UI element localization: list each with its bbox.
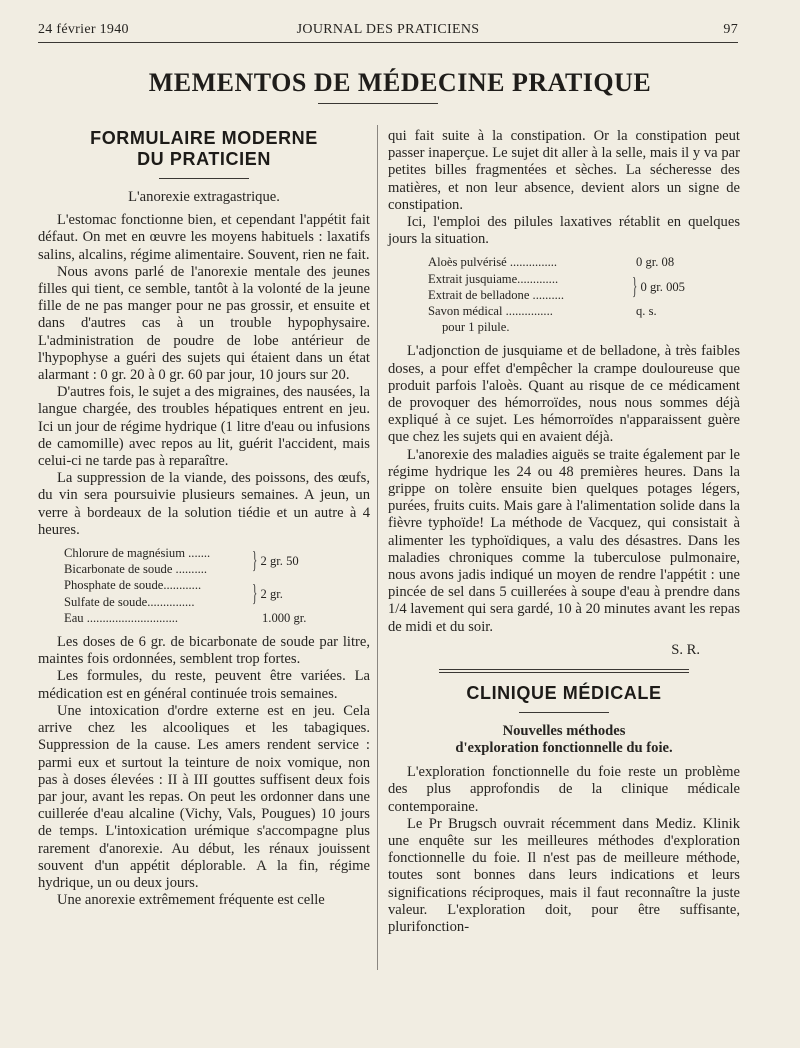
- header-page-number: 97: [723, 22, 738, 37]
- author-signature: S. R.: [671, 641, 700, 658]
- article-title-line-2: d'exploration fonctionnelle du foie.: [455, 740, 673, 757]
- article-title-anorexie: L'anorexie extragastrique.: [128, 189, 280, 205]
- section-title-clinique: CLINIQUE MÉDICALE: [466, 683, 662, 704]
- prescription-formula: [388, 254, 740, 335]
- section-title-formulaire: [38, 128, 370, 170]
- prescription-formula: [38, 545, 370, 626]
- formula-group: [64, 545, 370, 577]
- paragraph: Une anorexie extrêmement fréquente est celle: [56, 892, 325, 909]
- header-journal-name: JOURNAL DES PRATICIENS: [296, 22, 480, 37]
- formula-item: Extrait de belladone ..........: [428, 287, 565, 302]
- paragraph: Ici, l'emploi des pilules laxatives rétablit en quelques jours la situation.: [388, 214, 740, 248]
- formula-item: Aloès pulvérisé ...............: [428, 255, 558, 270]
- paragraph: L'anorexie des maladies aiguës se traite également par le régime hydrique les 24 ou 48 premières heures. Dans la grippe on tolère ensuite bien quelques potages légers, purées, fruits cuits. Mais gare à l'alimentation solide dans la fièvre typhoïde! La méthode de Vacquez, qui consistait à alimenter les typhoïdiques, a valu des désastres. Dans les maladies chroniques comme la tuberculose pulmonaire, nous avons jadis indiqué un moyen de rendre l'appétit : une pincée de sel dans 5 cuillerées à soupe d'eau à prendre dans 1/4 lavement qui sera gardé, 10 à 20 minutes avant les repas de midi et du soir.: [388, 446, 740, 635]
- formula-item: Chlorure de magnésium .......: [64, 546, 211, 561]
- section-rule: [519, 712, 609, 713]
- formula-dose: 0 gr. 08: [636, 255, 675, 270]
- brace-symbol: }: [252, 548, 258, 575]
- column-divider: [377, 125, 378, 970]
- title-rule: [318, 103, 438, 104]
- formula-item: Phosphate de soude............: [64, 578, 202, 593]
- article-title-line-1: Nouvelles méthodes: [502, 723, 626, 740]
- running-head: [38, 20, 738, 43]
- formula-item: Eau .............................: [64, 610, 179, 625]
- paragraph: Une intoxication d'ordre externe est en jeu. Cela arrive chez les alcooliques et les tabagiques. Suppression de la cause. Les amers rendent service : parmi eux et surtout la teinture de noix vomique, non pas à doses élevées : II à III gouttes suffisent deux fois par jour, avant les repas. On peut les ordonner dans une cuillerée d'eau alcaline (Vichy, Vals, Pougues) 10 jours de temps. L'intoxication urémique s'accompagne plus rarement d'anorexie. Au début, les rénaux jouissent souvent d'un appétit déplorable. A la fin, régime hydrique, un ou deux jours.: [38, 702, 370, 891]
- formula-item: Savon médical ...............: [428, 304, 553, 319]
- paragraph: Le Pr Brugsch ouvrait récemment dans Mediz. Klinik une enquête sur les meilleures méthodes d'exploration fonctionnelle du foie. Il n'est pas de meilleure méthode, toutes sont bonnes dans leurs indications et leurs significations réciproques, mais il faut reconnaître la juste valeur. L'exploration doit, pour être suffisante, plurifonction-: [388, 815, 740, 935]
- formula-item: Bicarbonate de soude ..........: [64, 562, 208, 577]
- formula-dose: 2 gr. 50: [260, 554, 299, 569]
- formula-dose: q. s.: [636, 304, 657, 319]
- formula-final: pour 1 pilule.: [442, 320, 510, 335]
- paragraph: L'adjonction de jusquiame et de belladone, à très faibles doses, a pour effet d'empêcher la crampe douloureuse que produit parfois l'aloès. Quant au risque de ce médicament de provoquer des hémorroïdes, nous nous sommes déjà expliqué à ce sujet. Les hémorroïdes n'apparaissent guère que chez les sujets qui en avaient déjà.: [388, 343, 740, 446]
- formula-group: [428, 271, 740, 303]
- formula-row: [428, 303, 740, 319]
- header-date: 24 février 1940: [38, 22, 129, 37]
- paragraph: L'exploration fonctionnelle du foie reste un problème des plus approfondis de la clinique médicale contemporaine.: [388, 764, 740, 815]
- right-column: [388, 128, 740, 936]
- formula-item: Extrait jusquiame.............: [428, 271, 559, 286]
- paragraph: D'autres fois, le sujet a des migraines, des nausées, la langue chargée, des troubles hépatiques entrent en jeu. Ici un jour de régime hydrique (1 litre d'eau ou infusions de camomille) avec repos au lit, guérit l'accident, mais celui-ci ne tarde pas à reparaître.: [38, 384, 370, 470]
- formula-dose: 0 gr. 005: [640, 279, 685, 294]
- formula-row: [428, 254, 740, 270]
- main-title: MEMENTOS DE MÉDECINE PRATIQUE: [148, 68, 652, 97]
- paragraph: La suppression de la viande, des poissons, des œufs, du vin sera poursuivie plusieurs semaines. A jeun, un verre à bordeaux de la solution tiédie et un autre à 4 heures.: [38, 470, 370, 538]
- left-column: [38, 128, 370, 909]
- paragraph: Les formules, du reste, peuvent être variées. La médication est en général continuée trois semaines.: [38, 668, 370, 702]
- formula-item: Sulfate de soude...............: [64, 594, 195, 609]
- formula-group: [64, 577, 370, 609]
- brace-symbol: }: [632, 273, 638, 300]
- article-title-foie: [388, 723, 740, 757]
- section-separator: [439, 669, 689, 673]
- formula-dose: 1.000 gr.: [262, 610, 307, 625]
- section-title-line-1: FORMULAIRE MODERNE: [90, 128, 318, 148]
- paragraph: qui fait suite à la constipation. Or la constipation peut passer inaperçue. Le sujet dit aller à la selle, mais il y va par petites billes fragmentées et sèches. La sécheresse des matières, et non leur absence, devient alors un signe de constipation.: [388, 128, 740, 213]
- brace-symbol: }: [252, 580, 258, 607]
- formula-row: [64, 610, 370, 626]
- formula-row: [428, 319, 740, 335]
- paragraph: L'estomac fonctionne bien, et cependant l'appétit fait défaut. On met en œuvre les moyens habituels : laxatifs salins, alcalins, régime alimentaire. Souvent, rien ne fait.: [38, 212, 370, 263]
- paragraph: Les doses de 6 gr. de bicarbonate de soude par litre, maintes fois ordonnées, semblent trop fortes.: [38, 634, 370, 668]
- formula-dose: 2 gr.: [260, 586, 283, 601]
- paragraph: Nous avons parlé de l'anorexie mentale des jeunes filles qui tient, ce semble, tantôt à la volonté de la jeune fille de ne pas manger pour ne pas grossir, et ensuite et dans d'autres cas à un trouble hypophysaire. L'administration de poudre de lobe antérieur de l'hypophyse a guéri des sujets qui étaient dans un état alarmant : 0 gr. 20 à 0 gr. 60 par jour, 10 jours sur 20.: [38, 263, 370, 384]
- section-title-line-2: DU PRATICIEN: [137, 149, 271, 169]
- section-rule: [159, 178, 249, 179]
